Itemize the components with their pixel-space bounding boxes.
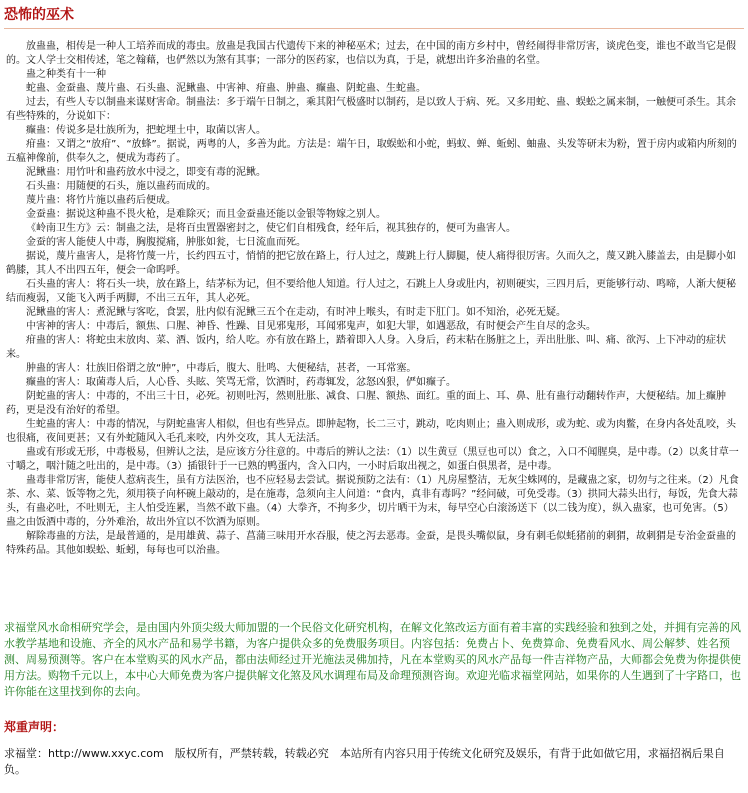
- article-paragraph: 蛊毒非常厉害，能使人惹病丧生，虽有方法医治，也不应轻易去尝试。据说预防之法有：（1）凡房屋整洁，无灰尘蛛网的，是藏蛊之家，切勿与之往来。（2）凡食茶、水、菜、饭等物之先，须用筷子向杯碗上敲动的，是在施毒，急须向主人问道：“食内，真非有毒吗？”经问破，可免受毒。（3）拱同大蒜头出行，每饭，先食大蒜头，有蛊必吐，不吐则无，主人怕受连累，当然不敢下蛊。（4）大拳齐，不拘多少，切片晒干为末，每早空心白滚汤送下（以二钱为度），纵入蛊家，也可免害。（5）蛊之由饭酒中毒的，分外难治，故出外宜以不饮酒为原则。: [6, 475, 739, 528]
- article-paragraph: 肿蛊的害人：壮族旧俗谓之放“肿”，中毒后，腹大、肚鸣、大便秘结，甚者，一耳常塞。: [26, 363, 417, 374]
- article-paragraph: 过去，有些人专以制蛊来谋财害命。制蛊法：多于端午日制之，乘其阳气极盛时以制药，是以致人于病、死。又多用蛇、蛊、蜈蚣之属来制，一触便可杀生。其余有些特殊的，分说如下：: [6, 97, 736, 122]
- article-paragraph: 石头蛊的害人：将石头一块，放在路上，结茅标为记，但不要给他人知道。行人过之，石跳上人身或肚内，初则硬实，三四月后，更能够行动、鸣啼，人渐大便秘结而瘦弱，又能飞入两手两脚，不出三五年，其人必死。: [6, 279, 736, 304]
- article-paragraph: 金蚕蛊：据说这种蛊不畏火枪，是难除灭；而且金蚕蛊还能以金银等物嫁之别人。: [26, 209, 386, 220]
- article-paragraph: 石头蛊：用随便的石头，施以蛊药而成的。: [26, 181, 216, 192]
- article-paragraph: 放蛊蛊，相传是一种人工培养而成的毒虫。放蛊是我国古代遗传下来的神秘巫术；过去，在中国的南方乡村中，曾经闹得非常厉害，谈虎色变，谁也不敢当它是假的。文人学士交相传述，笔之翰藉，也俨然以为煞有其事；一部分的医药家，也信以为真，于是，就想出许多治蛊的名堂。: [6, 41, 736, 66]
- article-paragraph: 金蚕的害人能使人中毒，胸腹搅痛，肿胀如瓮，七日流血而死。: [26, 237, 306, 248]
- promo-text: 求福堂风水命相研究学会，是由国内外顶尖级大师加盟的一个民俗文化研究机构，在解文化煞改运方面有着丰富的实践经验和独到之处，并拥有完善的风水教学基地和设施、齐全的风水产品和易学书籍，为客户提供众多的免费服务项目。内容包括：免费占卜、免费算命、免费看风水、周公解梦、姓名预测、周易预测等。客户在本堂购买的风水产品，都由法师经过开光施法灵佛加持，凡在本堂购买的风水产品每一件吉祥物产品，大师都会免费为你提供使用方法。购物千元以上，本中心大师免费为客户提供解文化煞及风水调理布局及命理预测咨询。欢迎光临求福堂网站，如果你的人生遇到了十字路口，也许你能在这里找到你的去向。: [4, 621, 741, 698]
- title-row: [4, 6, 744, 28]
- title-divider: [4, 28, 744, 29]
- article-paragraph: 蛊之种类有十一种: [26, 69, 106, 80]
- article-paragraph: 蔑片蛊：将竹片施以蛊药后便成。: [26, 195, 176, 206]
- article-paragraph: 《岭南卫生方》云：制蛊之法，是将百虫置器密封之，使它们自相残食，经年后，视其独存的，便可为蛊害人。: [26, 223, 516, 234]
- article-body: [6, 40, 742, 558]
- article-paragraph: 阴蛇蛊的害人：中毒的，不出三十日，必死。初则吐泻，然则肚胀、减食、口腥、额热、面红。重的面上、耳、鼻、肚有蛊行动翻转作声，大便秘结。加上癫肿药，更是没有治好的希望。: [6, 391, 726, 416]
- article-paragraph: 中害神的害人：中毒后，额焦、口腥、神昏、性躁、目见邪鬼形，耳闻邪鬼声，如犯大罪，如遇恶敌，有时便会产生自尽的念头。: [26, 321, 596, 332]
- article-paragraph: 蛇蛊、金蚕蛊、蔑片蛊、石头蛊、泥鳅蛊、中害神、疳蛊、肿蛊、癫蛊、阴蛇蛊、生蛇蛊。: [26, 83, 426, 94]
- article-paragraph: 疳蛊的害人：将蛇虫末放肉、菜、酒、饭内，给人吃。亦有放在路上，踏着即入人身。入身后，药末粘在肠脏之上，弄出肚胀、叫、痛、欲泻、上下冲动的症状来。: [6, 335, 726, 360]
- article-paragraph: 疳蛊：又谓之“放疳”、“放蜂”。据说，两粤的人，多善为此。方法是：端午日，取蜈蚣和小蛇，蚂蚁、蝉、蚯蚓、蚰蛊、头发等研末为粉，置于房内或箱内所刻的五瘟神像前，供奉久之，便成为毒药了。: [6, 139, 737, 164]
- article-paragraph: 蛊或有形或无形，中毒极易，但辨认之法，是应该方分往意的。中毒后的辨认之法：（1）以生黄豆（黑豆也可以）食之，入口不闻腥臭，是中毒。（2）以炙甘草一寸嚼之，咽汁随之吐出的，是中毒。（3）插银针于一已熟的鸭蛋内，含入口内，一小时后取出视之，如蛋白俱黑者，是中毒。: [6, 447, 739, 472]
- article-paragraph: 解除毒蛊的方法，是最普通的，是用雄黄、蒜子、菖蒲三味用开水吞服，使之泻去恶毒。金蚕，是畏头嘴似鼠，身有刺毛似蚝猪前的刺猬，故刺猬是专治金蚕蛊的特殊药品。其他如蜈蚣、蚯蚓，每每也可以治蛊。: [6, 531, 736, 556]
- article-paragraph: 泥鳅蛊：用竹叶和蛊药放水中浸之，即变有毒的泥鳅。: [26, 167, 266, 178]
- article-paragraph: 生蛇蛊的害人：中毒的情况，与阴蛇蛊害人相似，但也有些异点。即肿起物，长二三寸，跳动，吃肉则止；蛊入则成形，或为蛇、或为肉鳖，在身内各处乱咬，头也很痛，夜间更甚；又有外蛇随风入毛孔来咬，内外交攻，其人无法活。: [6, 419, 736, 444]
- article-paragraph: 据说，蔑片蛊害人，是将竹蔑一片，长约四五寸，悄悄的把它放在路上，行人过之，蔑跳上行人脚腿，使人痛得很厉害。久而久之，蔑又跳入膝盖去，由是脚小如鹤膝，其人不出四五年，便会一命呜呼。: [6, 251, 736, 276]
- disclaimer-text: 求福堂：http://www.xxyc.com 版权所有，严禁转载，转载必究 本站所有内容只用于传统文化研究及娱乐，有背于此如做它用，求福招祸后果自负。: [4, 747, 725, 776]
- article-paragraph: 癫蛊：传说多是壮族所为，把蛇埋土中，取菌以害人。: [26, 125, 266, 136]
- article-paragraph: 泥鳅蛊的害人：煮泥鳅与客吃，食罢，肚内似有泥鳅三五个在走动，有时冲上喉头，有时走下肛门。如不知治，必死无疑。: [26, 307, 566, 318]
- disclaimer-title: 郑重声明：: [4, 720, 65, 734]
- page-title: 恐怖的巫术: [4, 7, 74, 23]
- article-paragraph: 癫蛊的害人：取菌毒人后，人心昏、头眩、笑骂无常，饮酒时，药毒辄发，忿怒凶狠，俨如癫子。: [26, 377, 456, 388]
